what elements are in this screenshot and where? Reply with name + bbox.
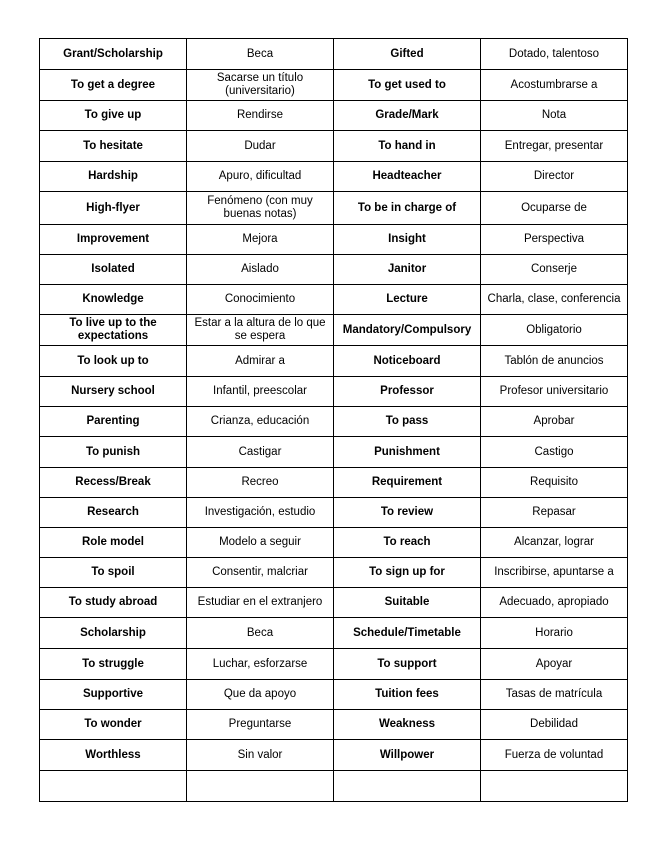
table-cell-english-term: Noticeboard bbox=[334, 346, 481, 377]
table-cell-english-term: To hesitate bbox=[40, 131, 187, 162]
table-cell-spanish-translation: Aislado bbox=[187, 255, 334, 285]
table-cell-english-term: Headteacher bbox=[334, 162, 481, 192]
table-cell-english-term: To spoil bbox=[40, 558, 187, 588]
table-row bbox=[40, 255, 628, 285]
table-cell-english-term: Grade/Mark bbox=[334, 101, 481, 131]
table-cell-spanish-translation: Infantil, preescolar bbox=[187, 377, 334, 407]
table-cell-english-term: To sign up for bbox=[334, 558, 481, 588]
table-cell-english-term: Lecture bbox=[334, 285, 481, 315]
table-cell-english-term: Recess/Break bbox=[40, 468, 187, 498]
table-cell-spanish-translation: Estar a la altura de lo que se espera bbox=[187, 315, 334, 346]
table-cell-english-term: Research bbox=[40, 498, 187, 528]
table-cell-spanish-translation: Apoyar bbox=[481, 649, 628, 680]
table-cell-english-term: Nursery school bbox=[40, 377, 187, 407]
table-row bbox=[40, 70, 628, 101]
table-cell-spanish-translation: Adecuado, apropiado bbox=[481, 588, 628, 618]
table-row bbox=[40, 407, 628, 437]
vocabulary-table-body bbox=[40, 39, 628, 802]
table-cell-english-term: To wonder bbox=[40, 710, 187, 740]
table-cell-spanish-translation bbox=[481, 771, 628, 802]
table-row bbox=[40, 710, 628, 740]
table-cell-english-term bbox=[40, 771, 187, 802]
table-cell-english-term: To reach bbox=[334, 528, 481, 558]
table-cell-spanish-translation: Inscribirse, apuntarse a bbox=[481, 558, 628, 588]
table-cell-english-term: To get a degree bbox=[40, 70, 187, 101]
table-row bbox=[40, 39, 628, 70]
table-cell-spanish-translation: Obligatorio bbox=[481, 315, 628, 346]
table-cell-english-term: Janitor bbox=[334, 255, 481, 285]
table-cell-spanish-translation: Rendirse bbox=[187, 101, 334, 131]
table-row bbox=[40, 618, 628, 649]
table-cell-spanish-translation: Charla, clase, conferencia bbox=[481, 285, 628, 315]
table-cell-english-term: To pass bbox=[334, 407, 481, 437]
table-cell-spanish-translation: Dudar bbox=[187, 131, 334, 162]
table-cell-spanish-translation: Mejora bbox=[187, 225, 334, 255]
table-cell-spanish-translation: Fuerza de voluntad bbox=[481, 740, 628, 771]
table-row bbox=[40, 680, 628, 710]
table-cell-english-term: Professor bbox=[334, 377, 481, 407]
table-row bbox=[40, 528, 628, 558]
table-row bbox=[40, 192, 628, 225]
table-cell-spanish-translation: Director bbox=[481, 162, 628, 192]
table-row bbox=[40, 588, 628, 618]
table-cell-spanish-translation: Admirar a bbox=[187, 346, 334, 377]
table-row bbox=[40, 315, 628, 346]
table-cell-spanish-translation: Ocuparse de bbox=[481, 192, 628, 225]
table-cell-english-term: To look up to bbox=[40, 346, 187, 377]
table-row bbox=[40, 285, 628, 315]
table-cell-spanish-translation: Dotado, talentoso bbox=[481, 39, 628, 70]
table-cell-english-term: Scholarship bbox=[40, 618, 187, 649]
table-row bbox=[40, 225, 628, 255]
table-cell-english-term: To give up bbox=[40, 101, 187, 131]
table-cell-english-term bbox=[334, 771, 481, 802]
table-cell-english-term: Worthless bbox=[40, 740, 187, 771]
table-row bbox=[40, 558, 628, 588]
table-cell-english-term: To struggle bbox=[40, 649, 187, 680]
table-cell-spanish-translation: Tasas de matrícula bbox=[481, 680, 628, 710]
table-cell-spanish-translation: Conocimiento bbox=[187, 285, 334, 315]
table-cell-english-term: Tuition fees bbox=[334, 680, 481, 710]
table-cell-english-term: Improvement bbox=[40, 225, 187, 255]
table-cell-english-term: Weakness bbox=[334, 710, 481, 740]
table-cell-english-term: Parenting bbox=[40, 407, 187, 437]
table-cell-english-term: Suitable bbox=[334, 588, 481, 618]
table-cell-spanish-translation: Entregar, presentar bbox=[481, 131, 628, 162]
table-cell-spanish-translation bbox=[187, 771, 334, 802]
table-row bbox=[40, 468, 628, 498]
table-cell-english-term: Grant/Scholarship bbox=[40, 39, 187, 70]
table-cell-english-term: Supportive bbox=[40, 680, 187, 710]
table-row bbox=[40, 101, 628, 131]
table-row bbox=[40, 437, 628, 468]
table-cell-spanish-translation: Profesor universitario bbox=[481, 377, 628, 407]
table-cell-english-term: Willpower bbox=[334, 740, 481, 771]
table-cell-spanish-translation: Alcanzar, lograr bbox=[481, 528, 628, 558]
table-cell-english-term: Hardship bbox=[40, 162, 187, 192]
table-cell-english-term: Mandatory/Compulsory bbox=[334, 315, 481, 346]
table-cell-english-term: Role model bbox=[40, 528, 187, 558]
table-cell-english-term: Isolated bbox=[40, 255, 187, 285]
table-cell-spanish-translation: Consentir, malcriar bbox=[187, 558, 334, 588]
table-cell-spanish-translation: Sacarse un título (universitario) bbox=[187, 70, 334, 101]
table-row bbox=[40, 498, 628, 528]
table-row bbox=[40, 740, 628, 771]
table-cell-english-term: To be in charge of bbox=[334, 192, 481, 225]
table-cell-spanish-translation: Apuro, dificultad bbox=[187, 162, 334, 192]
table-cell-spanish-translation: Beca bbox=[187, 39, 334, 70]
table-cell-spanish-translation: Castigo bbox=[481, 437, 628, 468]
table-cell-spanish-translation: Perspectiva bbox=[481, 225, 628, 255]
table-row bbox=[40, 649, 628, 680]
table-cell-spanish-translation: Modelo a seguir bbox=[187, 528, 334, 558]
table-cell-spanish-translation: Aprobar bbox=[481, 407, 628, 437]
table-cell-english-term: Schedule/Timetable bbox=[334, 618, 481, 649]
table-cell-spanish-translation: Conserje bbox=[481, 255, 628, 285]
table-cell-english-term: To punish bbox=[40, 437, 187, 468]
table-cell-spanish-translation: Castigar bbox=[187, 437, 334, 468]
vocabulary-table bbox=[39, 38, 628, 802]
table-cell-english-term: To get used to bbox=[334, 70, 481, 101]
table-cell-spanish-translation: Crianza, educación bbox=[187, 407, 334, 437]
table-cell-english-term: To hand in bbox=[334, 131, 481, 162]
table-cell-spanish-translation: Estudiar en el extranjero bbox=[187, 588, 334, 618]
table-cell-english-term: Requirement bbox=[334, 468, 481, 498]
table-cell-english-term: Knowledge bbox=[40, 285, 187, 315]
table-row bbox=[40, 131, 628, 162]
table-cell-spanish-translation: Fenómeno (con muy buenas notas) bbox=[187, 192, 334, 225]
table-cell-spanish-translation: Luchar, esforzarse bbox=[187, 649, 334, 680]
table-cell-spanish-translation: Debilidad bbox=[481, 710, 628, 740]
table-row bbox=[40, 162, 628, 192]
table-cell-spanish-translation: Preguntarse bbox=[187, 710, 334, 740]
table-cell-spanish-translation: Tablón de anuncios bbox=[481, 346, 628, 377]
table-row bbox=[40, 346, 628, 377]
table-cell-spanish-translation: Requisito bbox=[481, 468, 628, 498]
table-cell-spanish-translation: Investigación, estudio bbox=[187, 498, 334, 528]
table-cell-spanish-translation: Acostumbrarse a bbox=[481, 70, 628, 101]
table-cell-english-term: To support bbox=[334, 649, 481, 680]
table-cell-english-term: To study abroad bbox=[40, 588, 187, 618]
table-cell-english-term: To live up to the expectations bbox=[40, 315, 187, 346]
table-cell-spanish-translation: Sin valor bbox=[187, 740, 334, 771]
table-cell-spanish-translation: Horario bbox=[481, 618, 628, 649]
table-cell-spanish-translation: Recreo bbox=[187, 468, 334, 498]
table-row bbox=[40, 377, 628, 407]
table-cell-english-term: Gifted bbox=[334, 39, 481, 70]
table-cell-spanish-translation: Repasar bbox=[481, 498, 628, 528]
table-cell-english-term: To review bbox=[334, 498, 481, 528]
table-cell-english-term: Insight bbox=[334, 225, 481, 255]
table-cell-english-term: High-flyer bbox=[40, 192, 187, 225]
table-cell-english-term: Punishment bbox=[334, 437, 481, 468]
table-row bbox=[40, 771, 628, 802]
table-cell-spanish-translation: Nota bbox=[481, 101, 628, 131]
table-cell-spanish-translation: Beca bbox=[187, 618, 334, 649]
table-cell-spanish-translation: Que da apoyo bbox=[187, 680, 334, 710]
